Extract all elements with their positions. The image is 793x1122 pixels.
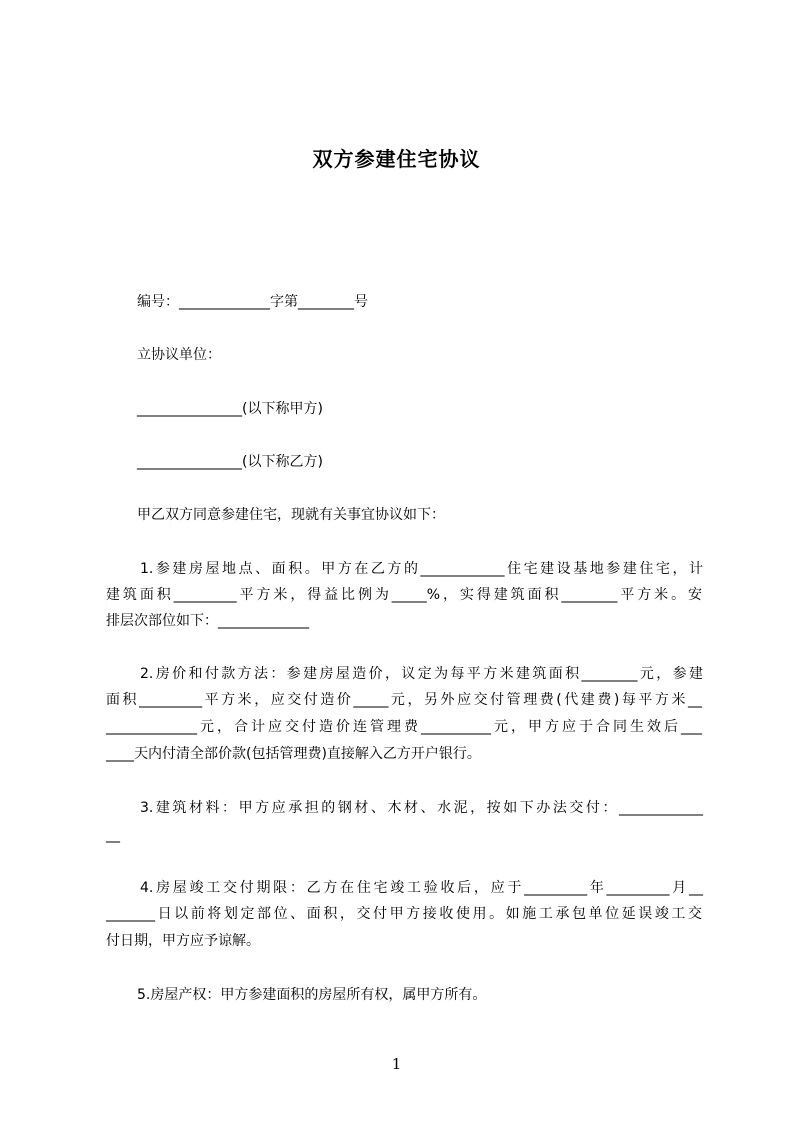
clause-3-line-2: __ (106, 827, 120, 843)
party-b-line: _______________(以下称乙方) (137, 454, 323, 470)
clause-2-line-4: ____天内付清全部价款(包括管理费)直接解入乙方开户银行。 (106, 746, 481, 762)
clause-5-line-1: 5.房屋产权：甲方参建面积的房屋所有权，属甲方所有。 (137, 987, 487, 1003)
clause-2-line-3: _____________元，合计应交付造价连管理费__________元，甲方应于合同生效后___ (106, 719, 702, 735)
clause-4-line-2: _______日以前将划定部位、面积，交付甲方接收使用。如施工承包单位延误竣工交 (106, 906, 702, 922)
clause-4-line-3: 付日期，甲方应予谅解。 (106, 933, 260, 949)
clause-1-line-3: 排层次部位如下：_____________ (106, 613, 309, 629)
clause-3-line-1: 3.建筑材料：甲方应承担的钢材、木材、水泥，按如下办法交付：____________ (140, 800, 703, 816)
document-title: 双方参建住宅协议 (312, 147, 481, 171)
clause-1-line-1: 1.参建房屋地点、面积。甲方在乙方的____________住宅建设基地参建住宅，计 (140, 561, 703, 577)
parties-heading: 立协议单位： (137, 347, 221, 363)
intro-paragraph: 甲乙双方同意参建住宅，现就有关事宜协议如下： (137, 507, 445, 523)
page-number: 1 (391, 1055, 402, 1073)
clause-2-line-2: 面积_________平方米，应交付造价_____元，另外应交付管理费(代建费)每平方米__ (106, 692, 702, 708)
clause-1-line-2: 建筑面积_________平方米，得益比例为_____%，实得建筑面积________平方米。安 (106, 587, 702, 603)
clause-2-line-1: 2.房价和付款方法：参建房屋造价，议定为每平方米建筑面积________元，参建 (140, 666, 703, 682)
clause-4-line-1: 4.房屋竣工交付期限：乙方在住宅竣工验收后，应于_________年_________月__ (140, 880, 703, 896)
document-number-line: 编号：_____________字第________号 (137, 294, 368, 310)
party-a-line: _______________(以下称甲方) (137, 401, 323, 417)
